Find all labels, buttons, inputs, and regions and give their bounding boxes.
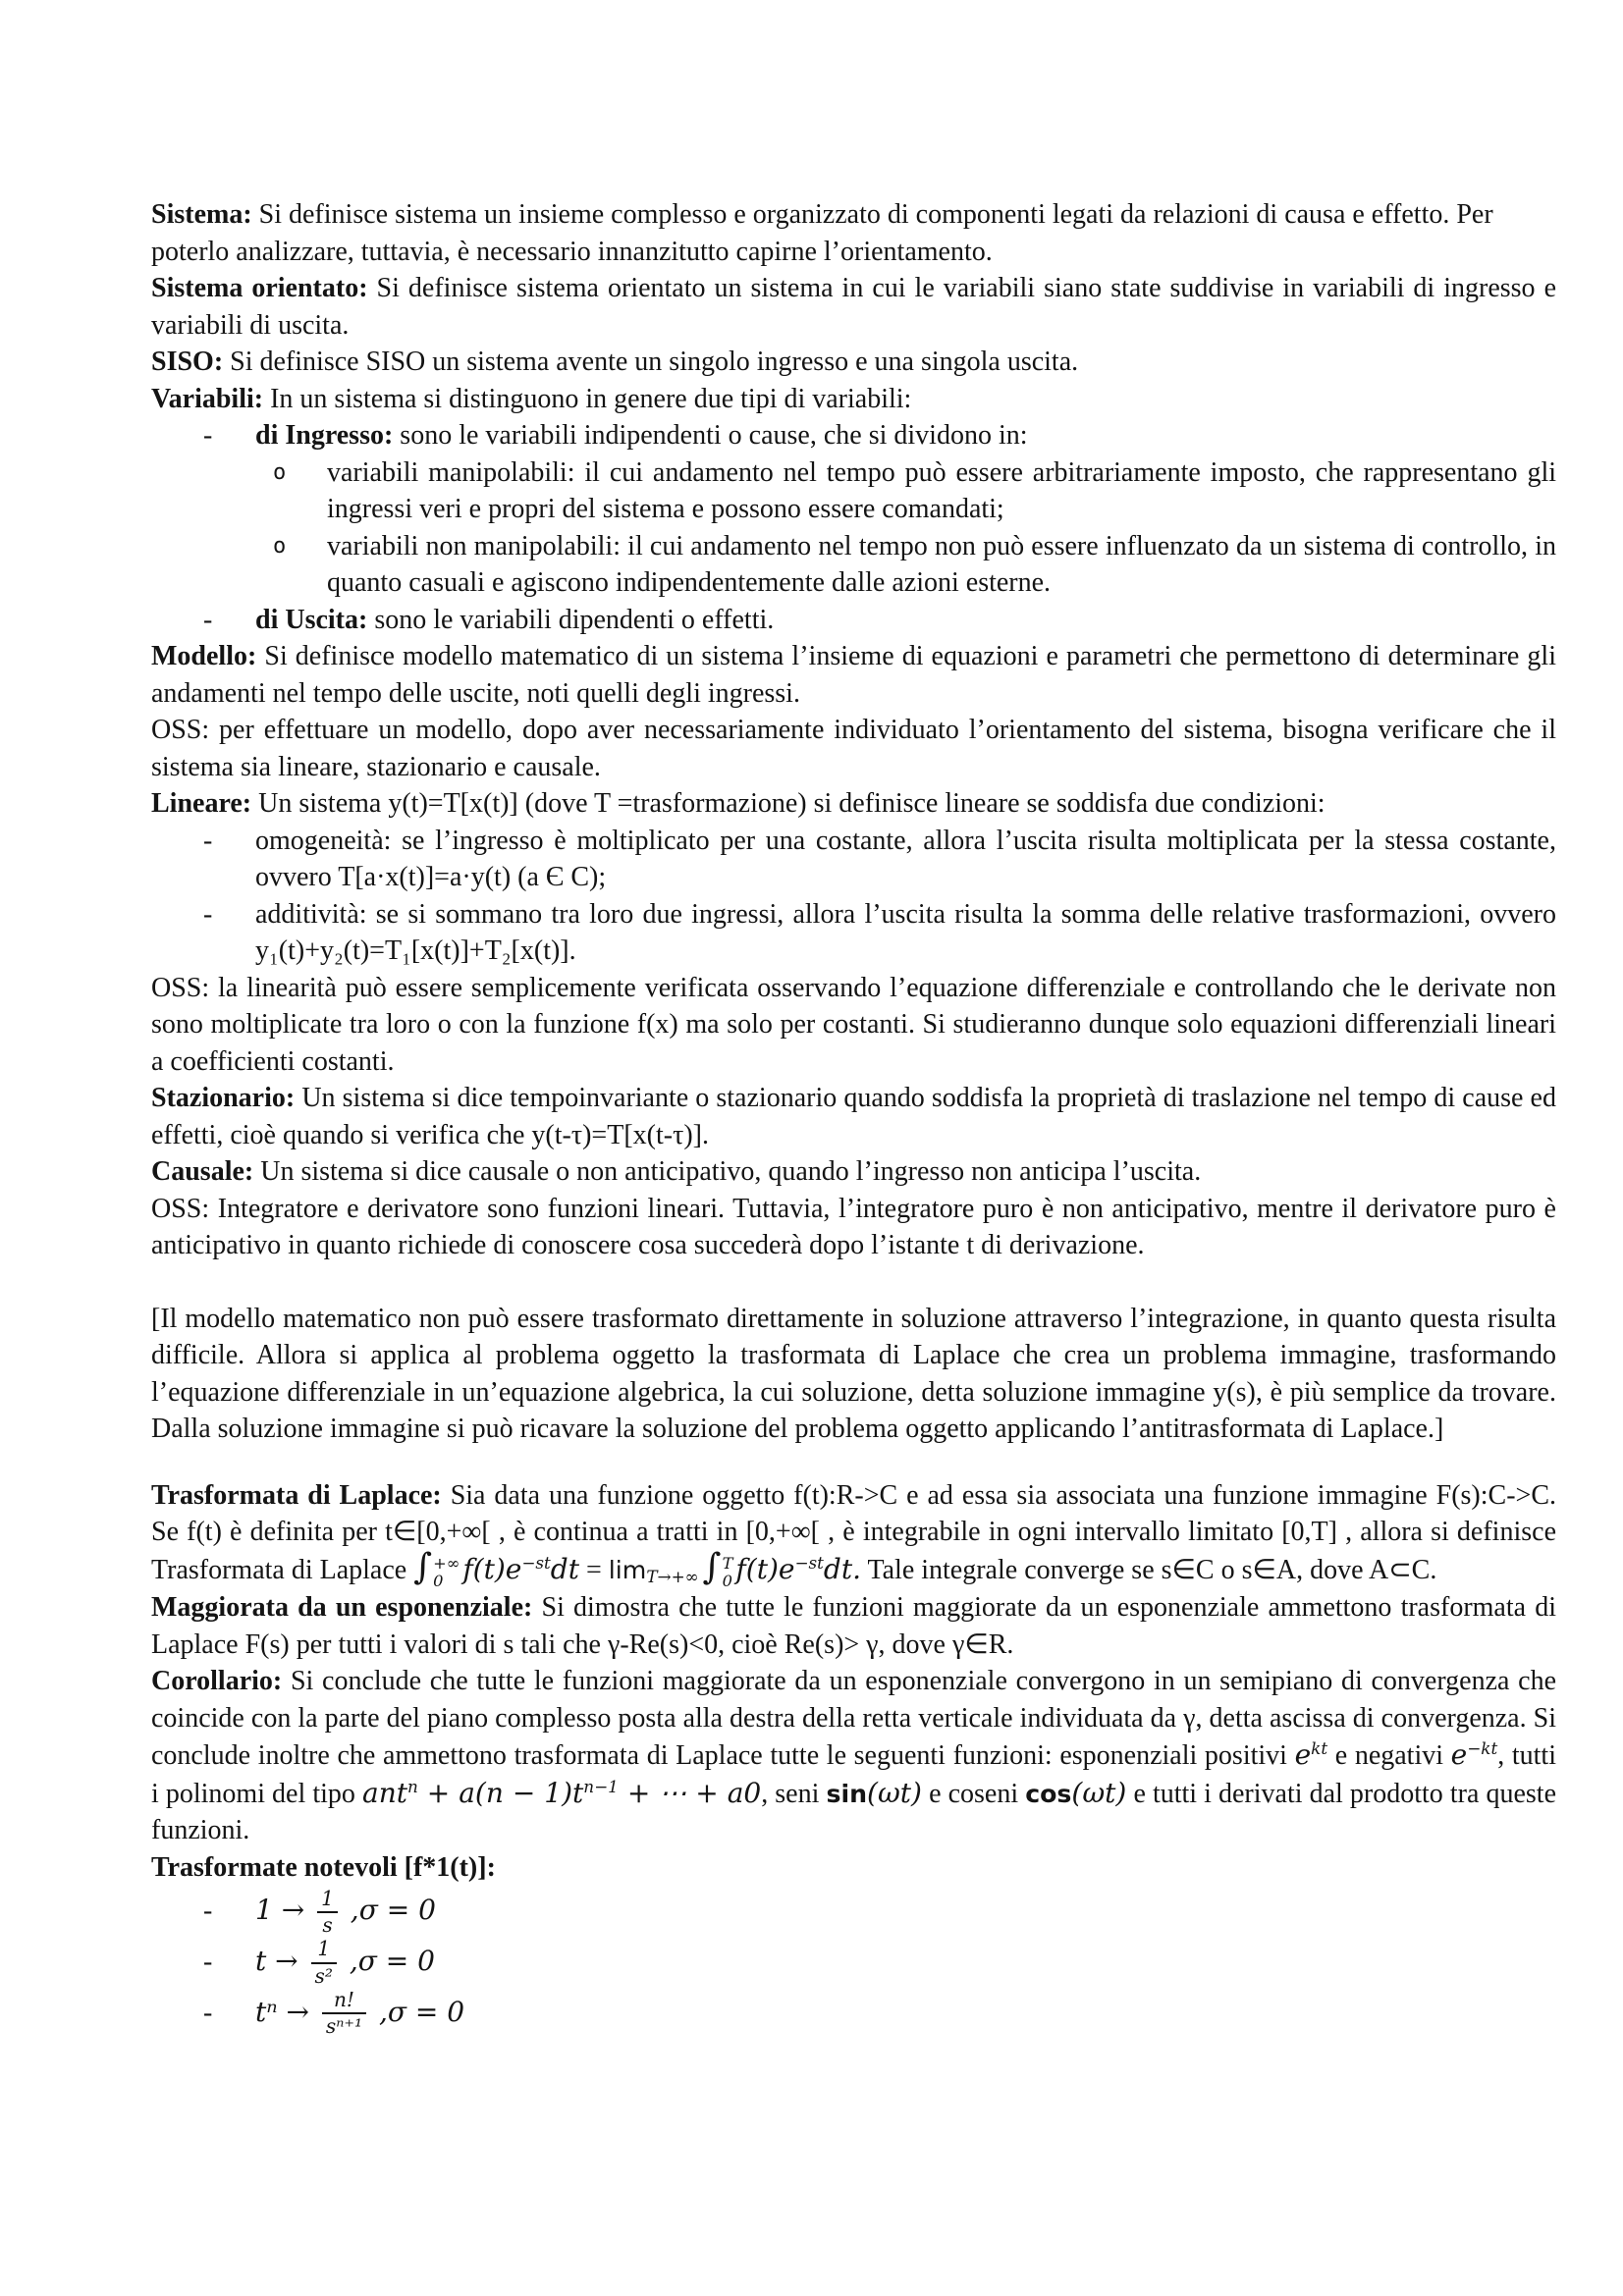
upper-bound: T	[722, 1553, 733, 1573]
term-variabili: Variabili:	[151, 383, 264, 414]
para-sistema	[151, 196, 1556, 270]
para-lineare	[151, 785, 1556, 823]
exp-negative-base: e	[1450, 1738, 1468, 1772]
integral-bounds	[723, 1555, 733, 1590]
text: e coseni	[921, 1778, 1026, 1809]
para-causale	[151, 1153, 1556, 1191]
lhs: tⁿ →	[255, 1995, 318, 2028]
polynomial-exponent: n	[406, 1776, 418, 1796]
text: Tale integrale converge se s∈C o s∈A, dove A⊂C.	[860, 1554, 1437, 1585]
denominator: sⁿ⁺¹	[325, 2014, 363, 2039]
bullet-di-uscita	[151, 602, 1556, 639]
exp-positive-base: e	[1294, 1738, 1312, 1772]
term-corollario: Corollario:	[151, 1666, 283, 1697]
transform-rule-2	[151, 1937, 1556, 1988]
dash-marker: -	[203, 604, 213, 635]
text: e tutti i derivati dal prodotto tra queste funzioni.	[151, 1778, 1557, 1846]
text: Un sistema si dice causale o non anticipativo, quando l’ingresso non anticipa l’uscita.	[253, 1156, 1202, 1187]
text: additività: se si sommano tra loro due ingressi, allora l’uscita risulta la somma delle relative trasformazioni, ovvero y₁(t)+y₂(t)=T₁[x(t)]+T₂[x(t)].	[255, 898, 1556, 966]
dash-marker: -	[203, 898, 213, 930]
para-trasformata-di-laplace	[151, 1477, 1556, 1590]
lhs: 1 →	[255, 1894, 314, 1927]
sigma-condition: ,σ = 0	[340, 1945, 435, 1978]
para-corollario	[151, 1663, 1556, 1849]
integrand: f(t)e	[735, 1552, 795, 1585]
text: OSS: la linearità può essere semplicemente verificata osservando l’equazione differenziale e controllando che le derivate non sono moltiplicate tra loro o con la funzione f(x) ma solo per costanti. Si studieranno dunque solo equazioni differenziali lineari a coefficienti costanti.	[151, 972, 1556, 1077]
para-maggiorata-esponenziale	[151, 1589, 1556, 1663]
bullet-omogeneita	[151, 823, 1556, 896]
text: , tutti i polinomi del tipo	[151, 1740, 1556, 1809]
term-sistema: Sistema:	[151, 199, 252, 230]
text: OSS: Integratore e derivatore sono funzioni lineari. Tuttavia, l’integratore puro è non anticipativo, mentre il derivatore puro è anticipativo in quanto richiede di conoscere cosa succederà dopo l’istante t di derivazione.	[151, 1193, 1556, 1260]
text: sono le variabili dipendenti o effetti.	[367, 604, 775, 635]
para-siso	[151, 344, 1556, 381]
sin-argument: (ωt)	[867, 1776, 922, 1809]
polynomial-term: + a(n − 1)t	[417, 1776, 584, 1809]
limit-subscript: T→+∞	[646, 1566, 699, 1586]
term-siso: SISO:	[151, 347, 224, 377]
term-sistema-orientato: Sistema orientato:	[151, 273, 368, 303]
para-oss-modello	[151, 712, 1556, 785]
transform-formula	[255, 1937, 1556, 1988]
term-modello: Modello:	[151, 641, 257, 671]
exponent: −st	[794, 1552, 824, 1573]
text: , seni	[761, 1778, 827, 1809]
text: Si definisce modello matematico di un sistema l’insieme di equazioni e parametri che permettono di determinare gli andamenti nel tempo delle uscite, noti quelli degli ingressi.	[151, 641, 1556, 709]
exponent: −st	[521, 1552, 551, 1573]
para-oss-integratore-derivatore	[151, 1191, 1556, 1264]
numerator: 1	[311, 1938, 337, 1963]
bullet-additivita	[151, 896, 1556, 970]
bullet-di-ingresso	[151, 417, 1556, 454]
numerator: 1	[317, 1888, 338, 1913]
text: Si dimostra che tutte le funzioni maggiorate da un esponenziale ammettono trasformata di Laplace F(s) per tutti i valori di s tali che γ-Re(s)<0, cioè Re(s)> γ, dove γ∈R.	[151, 1592, 1556, 1660]
text: Si definisce sistema un insieme complesso e organizzato di componenti legati da relazioni di causa e effetto. Per poterlo analizzare, tuttavia, è necessario innanzitutto capirne l’orientamento.	[151, 199, 1493, 267]
bullet-text	[255, 417, 1556, 454]
integral-sign: ∫	[702, 1544, 722, 1587]
integral-sign: ∫	[413, 1544, 433, 1587]
polynomial-exponent: n−1	[583, 1776, 619, 1796]
bullet-text	[255, 823, 1556, 896]
transform-rule-3	[151, 1988, 1556, 2039]
bullet-text	[327, 528, 1556, 602]
fraction	[317, 1888, 338, 1937]
exp-negative-exponent: −kt	[1467, 1738, 1498, 1759]
dash-marker: -	[203, 1896, 213, 1927]
term-stazionario: Stazionario:	[151, 1083, 296, 1113]
term-lineare: Lineare:	[151, 788, 252, 819]
text: variabili non manipolabili: il cui andamento nel tempo non può essere influenzato da un sistema di controllo, in quanto casuali e agiscono indipendentemente dalle azioni esterne.	[327, 530, 1556, 598]
cos-argument: (ωt)	[1071, 1776, 1127, 1809]
integrand: f(t)e	[462, 1552, 522, 1585]
para-stazionario	[151, 1080, 1556, 1153]
text: In un sistema si distinguono in genere due tipi di variabili:	[263, 383, 912, 414]
bullet-text	[255, 896, 1556, 970]
text: sono le variabili indipendenti o cause, che si dividono in:	[393, 420, 1028, 451]
polynomial-term: ant	[362, 1776, 407, 1809]
text: variabili manipolabili: il cui andamento nel tempo può essere arbitrariamente imposto, che rappresentano gli ingressi veri e propri del sistema e possono essere comandati;	[327, 456, 1556, 524]
lhs: t →	[255, 1945, 307, 1978]
term-trasformata-di-laplace: Trasformata di Laplace:	[151, 1479, 442, 1511]
text: Si definisce sistema orientato un sistema in cui le variabili siano state suddivise in variabili di ingresso e variabili di uscita.	[151, 273, 1556, 341]
term-di-uscita: di Uscita:	[255, 604, 368, 635]
upper-bound: +∞	[433, 1553, 460, 1573]
differential: dt.	[823, 1552, 861, 1585]
differential: dt	[550, 1552, 579, 1585]
lower-bound: 0	[433, 1571, 444, 1590]
text: [Il modello matematico non può essere trasformato direttamente in soluzione attraverso l’integrazione, in quanto questa risulta difficile. Allora si applica al problema oggetto la trasformata di Laplace che crea un problema immagine, trasformando l’equazione differenziale in un’equazione algebrica, la cui soluzione, detta soluzione immagine y(s), è più semplice da trovare. Dalla soluzione immagine si può ricavare la soluzione del problema oggetto applicando l’antitrasformata di Laplace.]	[151, 1303, 1556, 1444]
lower-bound: 0	[722, 1571, 732, 1590]
transform-formula	[255, 1988, 1556, 2039]
subbullet-variabili-non-manipolabili	[151, 528, 1556, 602]
text: Un sistema y(t)=T[x(t)] (dove T =trasformazione) si definisce lineare se soddisfa due condizioni:	[251, 788, 1325, 819]
para-variabili	[151, 381, 1556, 418]
sin-function: sin	[826, 1779, 868, 1808]
dash-marker: -	[203, 825, 213, 856]
bullet-text	[255, 602, 1556, 639]
subbullet-variabili-manipolabili	[151, 454, 1556, 528]
denominator: s	[322, 1912, 333, 1937]
cos-function: cos	[1025, 1779, 1072, 1808]
equals-sign: =	[578, 1554, 609, 1585]
transform-rule-1	[151, 1886, 1556, 1937]
transform-formula	[255, 1886, 1556, 1937]
numerator: n!	[322, 1989, 366, 2014]
dash-marker: -	[203, 420, 213, 451]
para-oss-linearita	[151, 970, 1556, 1081]
laplace-integral-formula	[413, 1544, 861, 1590]
bullet-text	[327, 454, 1556, 528]
text: Si conclude che tutte le funzioni maggiorate da un esponenziale convergono in un semipiano di convergenza che coincide con la parte del piano complesso posta alla destra della retta verticale individuata da γ, detta ascissa di convergenza. Si conclude inoltre che ammettono trasformata di Laplace tutte le seguenti funzioni: esponenziali positivi	[151, 1666, 1556, 1772]
text: OSS: per effettuare un modello, dopo aver necessariamente individuato l’orientamento del sistema, bisogna verificare che il sistema sia lineare, stazionario e causale.	[151, 715, 1556, 782]
text: Sia data una funzione oggetto f(t):R->C e ad essa sia associata una funzione immagine F(s):C->C. Se f(t) è definita per t∈[0,+∞[ , è continua a tratti in [0,+∞[ , è integrabile in ogni intervallo limitato [0,T] , allora si definisce Trasformata di Laplace	[151, 1479, 1556, 1585]
integral-bounds	[433, 1555, 460, 1590]
polynomial-term: + ⋯ + a0	[618, 1776, 762, 1809]
para-modello	[151, 638, 1556, 712]
term-causale: Causale:	[151, 1156, 254, 1187]
term-maggiorata: Maggiorata da un esponenziale:	[151, 1592, 533, 1624]
text: omogeneità: se l’ingresso è moltiplicato per una costante, allora l’uscita risulta moltiplicata per la stessa costante, ovvero T[a·x(t)]=a·y(t) (a Є C);	[255, 825, 1556, 892]
dash-marker: -	[203, 1997, 213, 2028]
sigma-condition: ,σ = 0	[370, 1995, 465, 2028]
fraction	[322, 1989, 366, 2038]
term-di-ingresso: di Ingresso:	[255, 420, 394, 451]
heading-trasformate-notevoli	[151, 1849, 1556, 1887]
limit-operator: lim	[608, 1555, 647, 1584]
fraction	[311, 1938, 337, 1987]
dash-marker: -	[203, 1946, 213, 1977]
text: e negativi	[1327, 1740, 1451, 1772]
circle-marker: o	[273, 459, 287, 485]
text: Si definisce SISO un sistema avente un singolo ingresso e una singola uscita.	[223, 347, 1079, 377]
para-sistema-orientato	[151, 270, 1556, 344]
sigma-condition: ,σ = 0	[341, 1894, 436, 1927]
circle-marker: o	[273, 533, 287, 559]
text: Un sistema si dice tempoinvariante o stazionario quando soddisfa la proprietà di traslazione nel tempo di cause ed effetti, cioè quando si verifica che y(t-τ)=T[x(t-τ)].	[151, 1083, 1556, 1150]
denominator: s²	[314, 1963, 333, 1988]
exp-positive-exponent: kt	[1311, 1738, 1328, 1759]
para-nota-trasformata	[151, 1301, 1556, 1448]
term-trasformate-notevoli: Trasformate notevoli [f*1(t)]:	[151, 1851, 496, 1883]
